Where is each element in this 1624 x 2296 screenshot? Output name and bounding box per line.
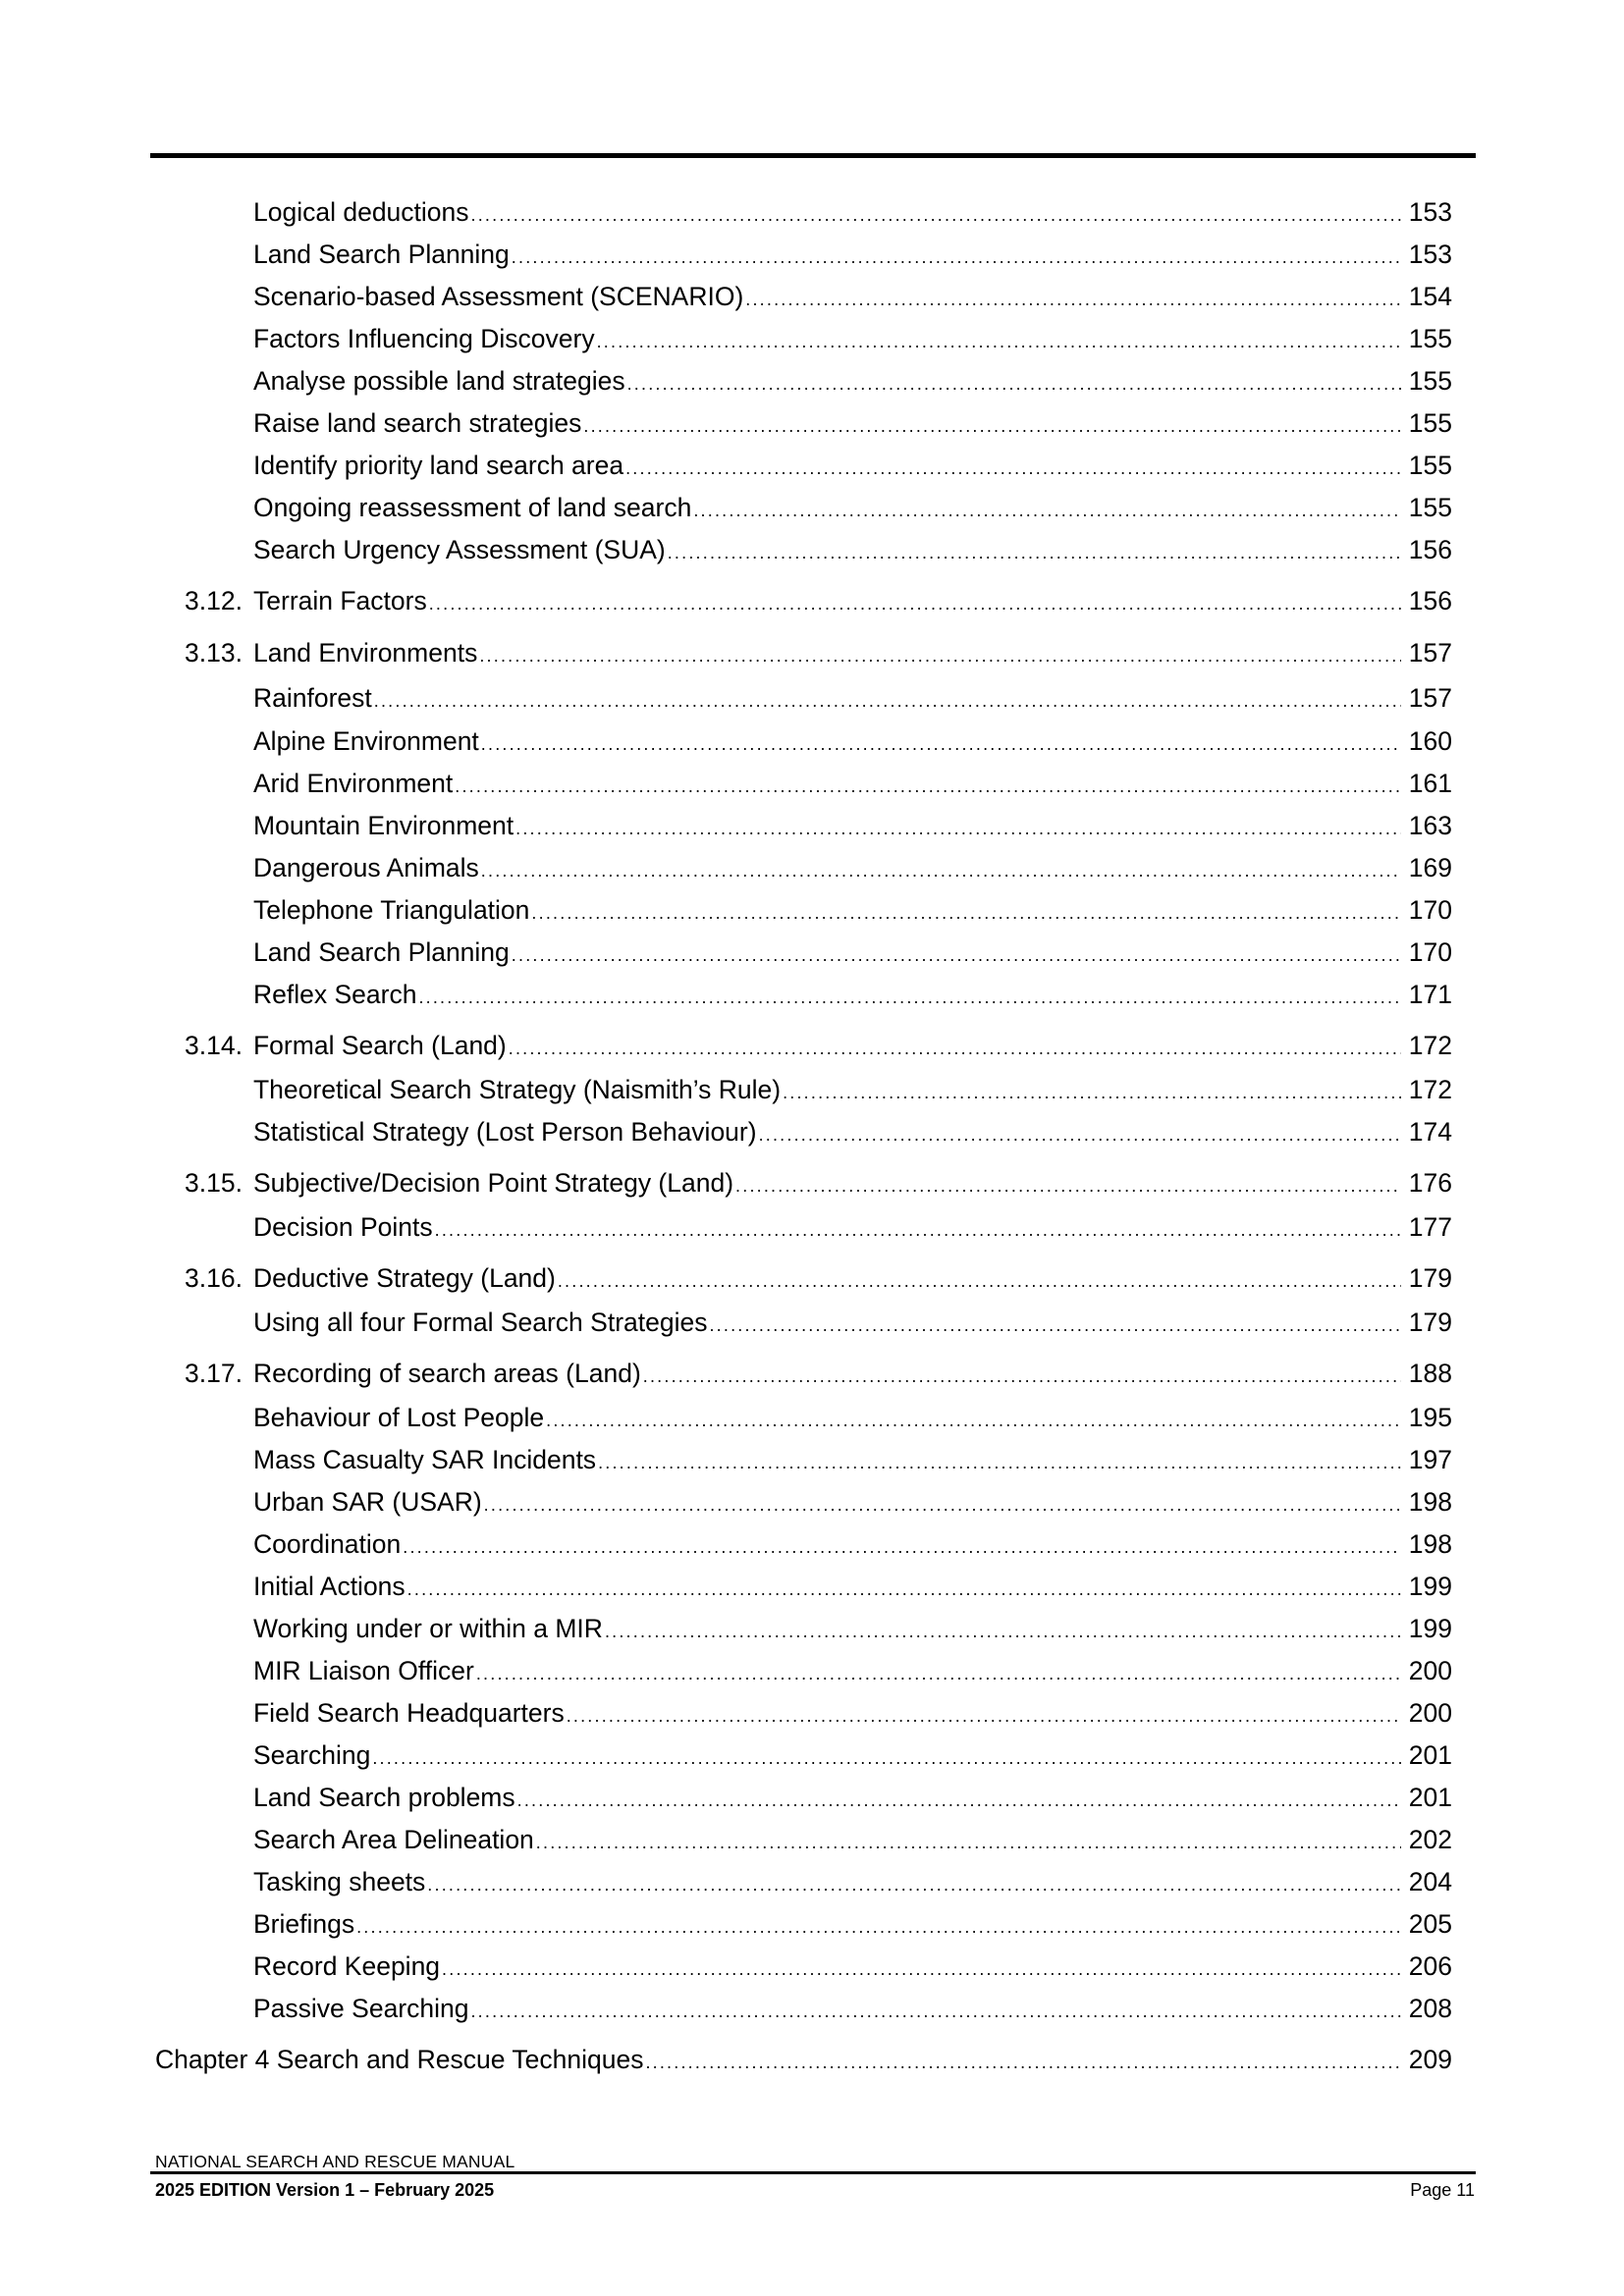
toc-entry-title[interactable]: Recording of search areas (Land) — [253, 1359, 641, 1388]
toc-entry-title[interactable]: Ongoing reassessment of land search — [253, 493, 692, 522]
toc-entry-line — [253, 1258, 1452, 1301]
toc-dot-leader — [735, 1166, 1401, 1205]
toc-entry-title[interactable]: Behaviour of Lost People — [253, 1403, 545, 1432]
toc-dot-leader — [512, 935, 1401, 975]
toc-page-number[interactable]: 156 — [1408, 535, 1452, 564]
toc-page-number[interactable]: 198 — [1408, 1487, 1452, 1517]
toc-entry-title[interactable]: Coordination — [253, 1529, 402, 1559]
toc-entry-title[interactable]: Alpine Environment — [253, 726, 479, 756]
toc-page-number[interactable]: 195 — [1408, 1403, 1452, 1432]
toc-entry-title[interactable]: Land Search Planning — [253, 240, 510, 269]
toc-entry-line — [253, 361, 1452, 403]
toc-dot-leader — [407, 1570, 1401, 1609]
toc-entry-line — [253, 1651, 1452, 1693]
toc-entry-title[interactable]: Land Search problems — [253, 1783, 515, 1812]
toc-entry-sub[interactable] — [0, 1482, 1624, 1522]
toc-entry-title[interactable]: Rainforest — [253, 683, 372, 713]
toc-entry-sub[interactable] — [0, 1609, 1624, 1648]
toc-dot-leader — [470, 1992, 1400, 2031]
toc-dot-leader — [745, 280, 1401, 319]
toc-entry-line — [253, 1989, 1452, 2031]
toc-dot-leader — [693, 491, 1400, 530]
toc-entry-sec[interactable] — [0, 1026, 1624, 1065]
toc-entry-line — [253, 1947, 1452, 1989]
toc-entry-sub[interactable] — [0, 192, 1624, 232]
toc-dot-leader — [627, 364, 1401, 403]
toc-dot-leader — [509, 1029, 1401, 1068]
toc-section-number: 3.15. — [185, 1168, 243, 1198]
toc-entry-sub[interactable] — [0, 1693, 1624, 1733]
toc-entry-sub[interactable] — [0, 1398, 1624, 1437]
toc-section-number: 3.17. — [185, 1359, 243, 1388]
toc-entry-sub[interactable] — [0, 235, 1624, 274]
toc-page-number[interactable]: 153 — [1408, 240, 1452, 269]
toc-entry-title[interactable]: Using all four Formal Search Strategies — [253, 1308, 708, 1337]
toc-page-number[interactable]: 170 — [1408, 895, 1452, 925]
toc-page-number[interactable]: 170 — [1408, 937, 1452, 967]
toc-entry-sub[interactable] — [0, 1207, 1624, 1247]
toc-entry-title[interactable]: Passive Searching — [253, 1994, 469, 2023]
toc-entry-title[interactable]: Logical deductions — [253, 197, 469, 227]
toc-dot-leader — [455, 767, 1401, 806]
toc-dot-leader — [583, 406, 1400, 446]
toc-page-number[interactable]: 174 — [1408, 1117, 1452, 1147]
toc-entry-title[interactable]: Theoretical Search Strategy (Naismith’s Rule) — [253, 1075, 782, 1104]
toc-page-number[interactable]: 179 — [1408, 1263, 1452, 1293]
toc-entry-line — [253, 403, 1452, 446]
toc-page-number[interactable]: 199 — [1408, 1572, 1452, 1601]
toc-entry-line — [253, 1904, 1452, 1947]
toc-page-number[interactable]: 200 — [1408, 1656, 1452, 1685]
toc-entry-title[interactable]: Terrain Factors — [253, 586, 427, 615]
toc-entry-line — [253, 1524, 1452, 1567]
toc-page-number[interactable]: 155 — [1408, 366, 1452, 396]
toc-section-number: 3.16. — [185, 1263, 243, 1293]
toc-dot-leader — [356, 1907, 1401, 1947]
toc-entry-title[interactable]: MIR Liaison Officer — [253, 1656, 474, 1685]
toc-entry-sub[interactable] — [0, 1303, 1624, 1342]
toc-dot-leader — [531, 893, 1400, 933]
toc-dot-leader — [418, 978, 1400, 1017]
toc-entry-title[interactable]: Search Urgency Assessment (SUA) — [253, 535, 666, 564]
toc-entry-line — [253, 1303, 1452, 1345]
toc-dot-leader — [597, 322, 1401, 361]
footer-page-number: Page 11 — [1410, 2180, 1475, 2200]
toc-entry-line — [253, 1778, 1452, 1820]
toc-entry-title[interactable]: Tasking sheets — [253, 1867, 426, 1896]
toc-dot-leader — [481, 851, 1401, 890]
toc-entry-chap[interactable] — [0, 2040, 1624, 2079]
toc-page-number[interactable]: 154 — [1408, 282, 1452, 311]
toc-entry-line — [253, 319, 1452, 361]
toc-entry-sub[interactable] — [0, 1820, 1624, 1859]
toc-dot-leader — [515, 809, 1401, 848]
toc-entry-title[interactable]: Briefings — [253, 1909, 355, 1939]
toc-entry-sub[interactable] — [0, 890, 1624, 930]
toc-entry-sub[interactable] — [0, 764, 1624, 803]
toc-entry-line — [253, 848, 1452, 890]
toc-page-number[interactable]: 157 — [1408, 638, 1452, 667]
toc-page-number[interactable]: 201 — [1408, 1740, 1452, 1770]
toc-dot-leader — [484, 1485, 1401, 1524]
toc-page-number[interactable]: 169 — [1408, 853, 1452, 882]
toc-entry-sub[interactable] — [0, 1070, 1624, 1109]
toc-entry-title[interactable]: Field Search Headquarters — [253, 1698, 565, 1728]
toc-entry-title[interactable]: Raise land search strategies — [253, 408, 582, 438]
toc-dot-leader — [442, 1949, 1401, 1989]
toc-page-number[interactable]: 171 — [1408, 980, 1452, 1009]
toc-entry-line — [253, 764, 1452, 806]
toc-page-number[interactable]: 206 — [1408, 1951, 1452, 1981]
toc-entry-title[interactable]: Subjective/Decision Point Strategy (Land) — [253, 1168, 734, 1198]
toc-entry-sub[interactable] — [0, 848, 1624, 887]
toc-dot-leader — [759, 1115, 1401, 1154]
toc-entry-line — [253, 1735, 1452, 1778]
toc-page-number[interactable]: 153 — [1408, 197, 1452, 227]
toc-dot-leader — [645, 2043, 1400, 2082]
toc-entry-line — [253, 192, 1452, 235]
toc-page-number[interactable]: 157 — [1408, 683, 1452, 713]
toc-entry-sub[interactable] — [0, 1651, 1624, 1690]
toc-entry-sub[interactable] — [0, 277, 1624, 316]
toc-entry-sub[interactable] — [0, 721, 1624, 761]
toc-entry-title[interactable]: Chapter 4 Search and Rescue Techniques — [155, 2045, 644, 2074]
toc-entry-title[interactable]: Arid Environment — [253, 769, 454, 798]
toc-page-number[interactable]: 172 — [1408, 1075, 1452, 1104]
toc-section-number: 3.12. — [185, 586, 243, 615]
toc-page-number[interactable]: 161 — [1408, 769, 1452, 798]
toc-entry-line — [253, 975, 1452, 1017]
toc-page-number[interactable]: 172 — [1408, 1031, 1452, 1060]
toc-entry-title[interactable]: Reflex Search — [253, 980, 417, 1009]
toc-entry-sub[interactable] — [0, 1989, 1624, 2028]
toc-page-number[interactable]: 160 — [1408, 726, 1452, 756]
toc-entry-sec[interactable] — [0, 1258, 1624, 1298]
toc-page-number[interactable]: 208 — [1408, 1994, 1452, 2023]
toc-entry-title[interactable]: Deductive Strategy (Land) — [253, 1263, 556, 1293]
toc-entry-sub[interactable] — [0, 1440, 1624, 1479]
toc-entry-sub[interactable] — [0, 1904, 1624, 1944]
toc-page-number[interactable]: 179 — [1408, 1308, 1452, 1337]
toc-entry-title[interactable]: Initial Actions — [253, 1572, 406, 1601]
toc-page-number[interactable]: 202 — [1408, 1825, 1452, 1854]
toc-entry-title[interactable]: Record Keeping — [253, 1951, 441, 1981]
toc-dot-leader — [372, 1738, 1400, 1778]
toc-dot-leader — [536, 1823, 1401, 1862]
toc-dot-leader — [403, 1527, 1401, 1567]
toc-entry-sec[interactable] — [0, 581, 1624, 620]
toc-section-number: 3.14. — [185, 1031, 243, 1060]
toc-dot-leader — [558, 1261, 1401, 1301]
toc-dot-leader — [374, 681, 1401, 721]
toc-entry-line — [253, 581, 1452, 623]
toc-dot-leader — [435, 1210, 1401, 1250]
toc-entry-title[interactable]: Scenario-based Assessment (SCENARIO) — [253, 282, 744, 311]
toc-page-number[interactable]: 176 — [1408, 1168, 1452, 1198]
toc-entry-line — [253, 1354, 1452, 1396]
toc-page-number[interactable]: 156 — [1408, 586, 1452, 615]
toc-dot-leader — [427, 1865, 1400, 1904]
toc-dot-leader — [481, 724, 1401, 764]
toc-entry-title[interactable]: Mountain Environment — [253, 811, 514, 840]
toc-entry-sub[interactable] — [0, 1778, 1624, 1817]
toc-entry-line — [253, 235, 1452, 277]
toc-entry-line — [253, 1070, 1452, 1112]
toc-entry-sub[interactable] — [0, 361, 1624, 400]
toc-page-number[interactable]: 188 — [1408, 1359, 1452, 1388]
toc-page-number[interactable]: 198 — [1408, 1529, 1452, 1559]
toc-page-number[interactable]: 155 — [1408, 324, 1452, 353]
toc-page-number[interactable]: 199 — [1408, 1614, 1452, 1643]
toc-page-number[interactable]: 163 — [1408, 811, 1452, 840]
toc-entry-line — [253, 1482, 1452, 1524]
toc-entry-title[interactable]: Urban SAR (USAR) — [253, 1487, 482, 1517]
toc-entry-title[interactable]: Statistical Strategy (Lost Person Behaviour) — [253, 1117, 757, 1147]
toc-page-number[interactable]: 155 — [1408, 451, 1452, 480]
toc-entry-line — [253, 721, 1452, 764]
toc-entry-sub[interactable] — [0, 678, 1624, 718]
toc-dot-leader — [471, 195, 1401, 235]
toc-entry-line — [253, 446, 1452, 488]
toc-entry-sub[interactable] — [0, 488, 1624, 527]
toc-entry-line — [253, 1163, 1452, 1205]
toc-entry-sec[interactable] — [0, 1354, 1624, 1393]
toc-dot-leader — [783, 1073, 1401, 1112]
toc-entry-sub[interactable] — [0, 446, 1624, 485]
toc-entry-sub[interactable] — [0, 933, 1624, 972]
toc-section-number: 3.13. — [185, 638, 243, 667]
toc-page-number[interactable]: 201 — [1408, 1783, 1452, 1812]
toc-entry-title[interactable]: Decision Points — [253, 1212, 433, 1242]
footer-edition: 2025 EDITION Version 1 – February 2025 — [155, 2180, 495, 2200]
toc-entry-line — [253, 1026, 1452, 1068]
toc-entry-line — [253, 1112, 1452, 1154]
toc-entry-sub[interactable] — [0, 1567, 1624, 1606]
toc-entry-line — [155, 2040, 1452, 2082]
toc-entry-title[interactable]: Factors Influencing Discovery — [253, 324, 595, 353]
toc-page-number[interactable]: 209 — [1408, 2045, 1452, 2074]
toc-entry-title[interactable]: Dangerous Animals — [253, 853, 479, 882]
toc-entry-line — [253, 1820, 1452, 1862]
toc-page-number[interactable]: 155 — [1408, 493, 1452, 522]
toc-dot-leader — [668, 533, 1401, 572]
toc-entry-title[interactable]: Analyse possible land strategies — [253, 366, 625, 396]
toc-entry-title[interactable]: Land Environments — [253, 638, 478, 667]
toc-entry-line — [253, 678, 1452, 721]
toc-entry-line — [253, 1567, 1452, 1609]
toc-entry-line — [253, 530, 1452, 572]
toc-entry-title[interactable]: Telephone Triangulation — [253, 895, 530, 925]
toc-entry-sub[interactable] — [0, 403, 1624, 443]
toc-entry-sub[interactable] — [0, 319, 1624, 358]
toc-entry-line — [253, 1398, 1452, 1440]
toc-entry-line — [253, 933, 1452, 975]
toc-entry-line — [253, 1862, 1452, 1904]
footer-rule — [150, 2171, 1476, 2174]
header-rule — [150, 153, 1476, 158]
toc-entry-sub[interactable] — [0, 1862, 1624, 1901]
footer-manual-title: NATIONAL SEARCH AND RESCUE MANUAL — [155, 2152, 515, 2171]
toc-entry-line — [253, 277, 1452, 319]
toc-dot-leader — [512, 238, 1401, 277]
toc-entry-title[interactable]: Land Search Planning — [253, 937, 510, 967]
toc-page-number[interactable]: 155 — [1408, 408, 1452, 438]
toc-dot-leader — [517, 1781, 1401, 1820]
toc-dot-leader — [625, 449, 1401, 488]
toc-entry-sub[interactable] — [0, 1735, 1624, 1775]
toc-dot-leader — [643, 1357, 1401, 1396]
toc-entry-line — [253, 633, 1452, 675]
toc-dot-leader — [567, 1696, 1401, 1735]
toc-entry-title[interactable]: Search Area Delineation — [253, 1825, 534, 1854]
toc-dot-leader — [598, 1443, 1401, 1482]
toc-entry-sub[interactable] — [0, 530, 1624, 569]
toc-entry-line — [253, 806, 1452, 848]
toc-entry-line — [253, 1609, 1452, 1651]
toc-entry-sub[interactable] — [0, 1112, 1624, 1151]
toc-page-number[interactable]: 204 — [1408, 1867, 1452, 1896]
toc-entry-line — [253, 890, 1452, 933]
toc-entry-sub[interactable] — [0, 1524, 1624, 1564]
toc-entry-line — [253, 1693, 1452, 1735]
toc-dot-leader — [709, 1306, 1400, 1345]
toc-dot-leader — [605, 1612, 1401, 1651]
toc-dot-leader — [546, 1401, 1401, 1440]
toc-entry-title[interactable]: Working under or within a MIR — [253, 1614, 603, 1643]
toc-dot-leader — [429, 584, 1401, 623]
toc-page-number[interactable]: 197 — [1408, 1445, 1452, 1474]
toc-entry-line — [253, 1440, 1452, 1482]
toc-entry-sec[interactable] — [0, 1163, 1624, 1202]
toc-dot-leader — [479, 636, 1400, 675]
toc-entry-sec[interactable] — [0, 633, 1624, 672]
toc-page-number[interactable]: 177 — [1408, 1212, 1452, 1242]
toc-entry-title[interactable]: Identify priority land search area — [253, 451, 624, 480]
toc-entry-title[interactable]: Searching — [253, 1740, 371, 1770]
toc-entry-title[interactable]: Formal Search (Land) — [253, 1031, 507, 1060]
toc-dot-leader — [476, 1654, 1401, 1693]
toc-entry-sub[interactable] — [0, 806, 1624, 845]
toc-entry-line — [253, 488, 1452, 530]
toc-page-number[interactable]: 200 — [1408, 1698, 1452, 1728]
toc-entry-title[interactable]: Mass Casualty SAR Incidents — [253, 1445, 597, 1474]
toc-entry-sub[interactable] — [0, 1947, 1624, 1986]
toc-entry-line — [253, 1207, 1452, 1250]
toc-entry-sub[interactable] — [0, 975, 1624, 1014]
toc-page-number[interactable]: 205 — [1408, 1909, 1452, 1939]
